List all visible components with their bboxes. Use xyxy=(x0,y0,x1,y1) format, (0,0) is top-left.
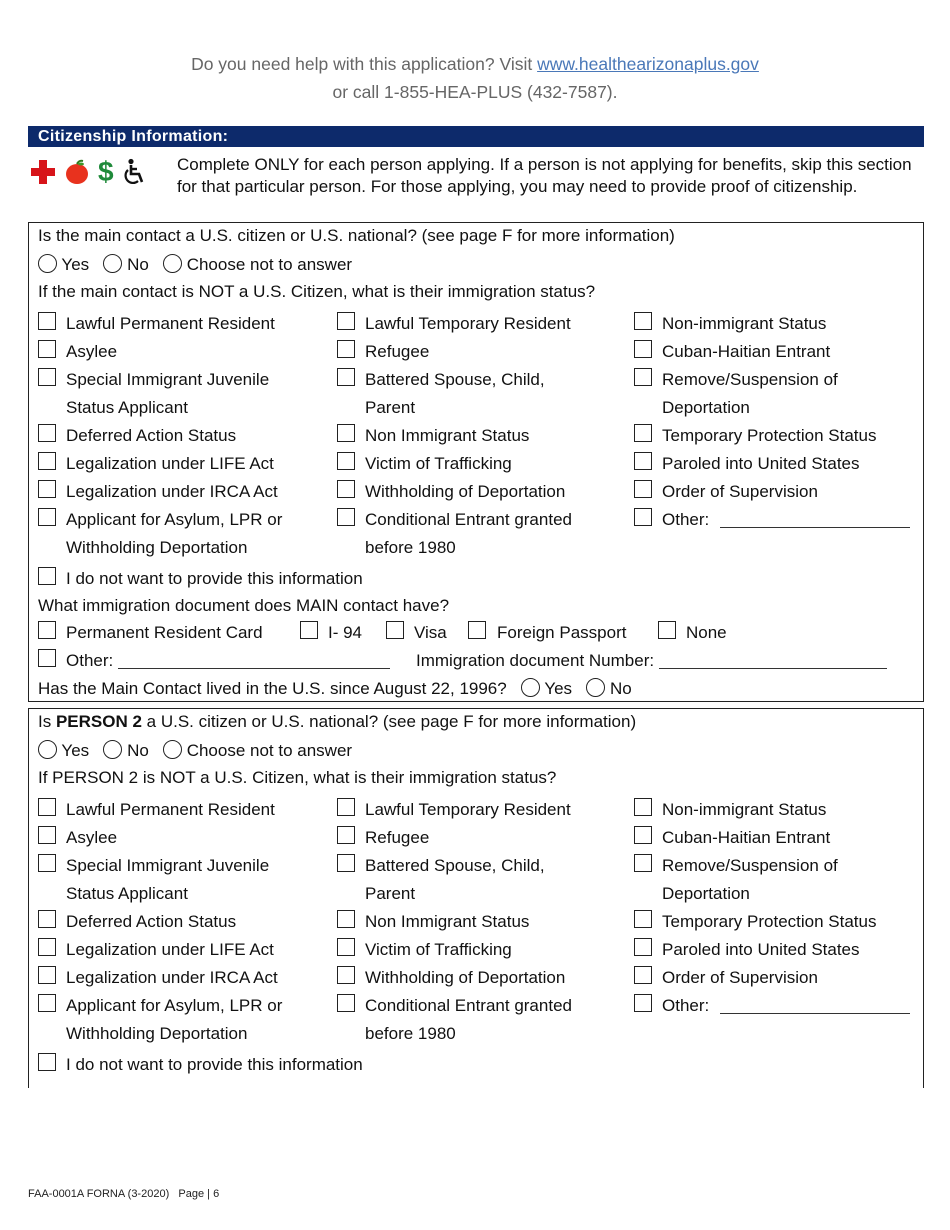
doc-none-checkbox[interactable] xyxy=(658,621,676,639)
help-link[interactable]: www.healthearizonaplus.gov xyxy=(537,54,759,74)
lived-no-radio[interactable] xyxy=(586,678,605,697)
p2-decline-checkbox[interactable] xyxy=(38,1053,56,1071)
main-col3-label-1: Cuban-Haitian Entrant xyxy=(662,342,831,361)
main-lived-row: Has the Main Contact lived in the U.S. since August 22, 1996? Yes No xyxy=(38,679,632,698)
person2-citizen-options: Yes No Choose not to answer xyxy=(38,740,352,761)
main-col1-label-5: Legalization under LIFE Act xyxy=(66,454,274,473)
main-col3-checkbox-0[interactable] xyxy=(634,312,652,330)
p2-col2-label-3: Parent xyxy=(365,884,416,903)
p2-col1-checkbox-6[interactable] xyxy=(38,966,56,984)
lived-yes-radio[interactable] xyxy=(521,678,540,697)
main-col1-checkbox-0[interactable] xyxy=(38,312,56,330)
doc-i94-checkbox[interactable] xyxy=(300,621,318,639)
doc-number-input[interactable] xyxy=(659,652,887,669)
p2-col2-checkbox-7[interactable] xyxy=(337,994,355,1012)
p2-col2-checkbox-5[interactable] xyxy=(337,938,355,956)
main-col1-label-6: Legalization under IRCA Act xyxy=(66,482,278,501)
wheelchair-icon xyxy=(122,158,148,186)
main-col3-label-5: Paroled into United States xyxy=(662,454,860,473)
main-col2-label-7: Conditional Entrant granted xyxy=(365,510,572,529)
p2-col2-checkbox-1[interactable] xyxy=(337,826,355,844)
p2-col3-checkbox-2[interactable] xyxy=(634,854,652,872)
p2-col3-label-2: Remove/Suspension of xyxy=(662,856,838,875)
p2-col1-checkbox-2[interactable] xyxy=(38,854,56,872)
p2-col2-label-2: Battered Spouse, Child, xyxy=(365,856,545,875)
p2-col2-checkbox-6[interactable] xyxy=(337,966,355,984)
p2-col3-label-3: Deportation xyxy=(662,884,750,903)
p2-col2-label-6: Withholding of Deportation xyxy=(365,968,566,987)
p2-col2-label-7: Conditional Entrant granted xyxy=(365,996,572,1015)
p2-decline-label: I do not want to provide this information xyxy=(66,1055,363,1074)
p2-col3-checkbox-6[interactable] xyxy=(634,966,652,984)
main-col1-checkbox-4[interactable] xyxy=(38,424,56,442)
main-col3-checkbox-4[interactable] xyxy=(634,424,652,442)
main-col2-checkbox-4[interactable] xyxy=(337,424,355,442)
main-col2-label-1: Refugee xyxy=(365,342,430,361)
main-col1-label-1: Asylee xyxy=(66,342,118,361)
main-col2-label-0: Lawful Temporary Resident xyxy=(365,314,571,333)
apple-icon xyxy=(64,159,90,185)
doc-other-checkbox[interactable] xyxy=(38,649,56,667)
main-col2-label-6: Withholding of Deportation xyxy=(365,482,566,501)
help-text: Do you need help with this application? Visit www.healthearizonaplus.gov xyxy=(191,54,759,74)
main-col2-label-4: Non Immigrant Status xyxy=(365,426,530,445)
main-col1-label-8: Withholding Deportation xyxy=(66,538,248,557)
p2-col3-label-1: Cuban-Haitian Entrant xyxy=(662,828,831,847)
p2-col3-label-4: Temporary Protection Status xyxy=(662,912,877,931)
main-choose-not-radio[interactable] xyxy=(163,254,182,273)
doc-prc-label: Permanent Resident Card xyxy=(66,623,263,642)
p2-col3-checkbox-7[interactable] xyxy=(634,994,652,1012)
main-col1-checkbox-7[interactable] xyxy=(38,508,56,526)
main-col2-checkbox-0[interactable] xyxy=(337,312,355,330)
main-col3-checkbox-7[interactable] xyxy=(634,508,652,526)
main-col1-checkbox-5[interactable] xyxy=(38,452,56,470)
main-col3-checkbox-5[interactable] xyxy=(634,452,652,470)
doc-i94-label: I- 94 xyxy=(328,623,363,642)
person2-status-question: If PERSON 2 is NOT a U.S. Citizen, what is their immigration status? xyxy=(38,768,557,787)
p2-col3-label-7: Other: xyxy=(662,996,710,1015)
p2-col1-label-6: Legalization under IRCA Act xyxy=(66,968,278,987)
p2-col3-label-6: Order of Supervision xyxy=(662,968,818,987)
dollar-icon: $ xyxy=(98,156,114,187)
main-col2-label-8: before 1980 xyxy=(365,538,456,557)
doc-other-input[interactable] xyxy=(118,652,390,669)
p2-col1-label-0: Lawful Permanent Resident xyxy=(66,800,275,819)
p2-yes-radio[interactable] xyxy=(38,740,57,759)
person2-citizen-question: Is PERSON 2 a U.S. citizen or U.S. national? (see page F for more information) xyxy=(38,712,637,731)
main-col2-checkbox-1[interactable] xyxy=(337,340,355,358)
main-col3-label-2: Remove/Suspension of xyxy=(662,370,838,389)
doc-prc-checkbox[interactable] xyxy=(38,621,56,639)
p2-col1-checkbox-4[interactable] xyxy=(38,910,56,928)
section-intro: Complete ONLY for each person applying. If a person is not applying for benefits, skip this section for that particular person. For those applying, you may need to provide proof of citizenship. xyxy=(177,155,912,196)
main-col3-label-0: Non-immigrant Status xyxy=(662,314,827,333)
p2-col2-checkbox-0[interactable] xyxy=(337,798,355,816)
main-col1-checkbox-2[interactable] xyxy=(38,368,56,386)
main-decline-checkbox[interactable] xyxy=(38,567,56,585)
main-col1-label-4: Deferred Action Status xyxy=(66,426,237,445)
p2-col1-checkbox-5[interactable] xyxy=(38,938,56,956)
p2-col1-label-7: Applicant for Asylum, LPR or xyxy=(66,996,283,1015)
p2-col3-checkbox-5[interactable] xyxy=(634,938,652,956)
p2-col1-label-8: Withholding Deportation xyxy=(66,1024,248,1043)
main-decline-label: I do not want to provide this information xyxy=(66,569,363,588)
help-phone: or call 1-855-HEA-PLUS (432-7587). xyxy=(332,82,618,102)
p2-col1-label-3: Status Applicant xyxy=(66,884,188,903)
main-col2-checkbox-5[interactable] xyxy=(337,452,355,470)
main-col3-label-4: Temporary Protection Status xyxy=(662,426,877,445)
p2-col3-checkbox-0[interactable] xyxy=(634,798,652,816)
p2-col3-label-5: Paroled into United States xyxy=(662,940,860,959)
main-col3-label-6: Order of Supervision xyxy=(662,482,818,501)
main-col1-checkbox-1[interactable] xyxy=(38,340,56,358)
main-col2-label-5: Victim of Trafficking xyxy=(365,454,512,473)
main-citizen-options: Yes No Choose not to answer xyxy=(38,254,352,275)
p2-col2-label-0: Lawful Temporary Resident xyxy=(365,800,571,819)
p2-col1-checkbox-0[interactable] xyxy=(38,798,56,816)
main-col2-label-2: Battered Spouse, Child, xyxy=(365,370,545,389)
p2-no-radio[interactable] xyxy=(103,740,122,759)
main-status-question: If the main contact is NOT a U.S. Citizen, what is their immigration status? xyxy=(38,282,596,301)
main-col3-checkbox-2[interactable] xyxy=(634,368,652,386)
main-col2-checkbox-2[interactable] xyxy=(337,368,355,386)
p2-col3-checkbox-4[interactable] xyxy=(634,910,652,928)
p2-col1-checkbox-1[interactable] xyxy=(38,826,56,844)
medical-cross-icon xyxy=(30,159,56,185)
doc-passport-label: Foreign Passport xyxy=(497,623,627,642)
doc-other-field: Other: xyxy=(66,651,390,671)
benefit-icons xyxy=(30,157,148,187)
doc-visa-checkbox[interactable] xyxy=(386,621,404,639)
doc-none-label: None xyxy=(686,623,727,642)
doc-number-field: Immigration document Number: xyxy=(416,651,887,671)
main-col1-label-3: Status Applicant xyxy=(66,398,188,417)
main-col2-checkbox-6[interactable] xyxy=(337,480,355,498)
footer: FAA-0001A FORNA (3-2020) Page | 6 xyxy=(28,1188,220,1200)
p2-col2-label-5: Victim of Trafficking xyxy=(365,940,512,959)
p2-choose-not-radio[interactable] xyxy=(163,740,182,759)
p2-col3-checkbox-1[interactable] xyxy=(634,826,652,844)
main-col3-label-3: Deportation xyxy=(662,398,750,417)
main-citizen-question: Is the main contact a U.S. citizen or U.S. national? (see page F for more information) xyxy=(38,226,675,245)
doc-passport-checkbox[interactable] xyxy=(468,621,486,639)
p2-col3-label-0: Non-immigrant Status xyxy=(662,800,827,819)
main-col1-label-0: Lawful Permanent Resident xyxy=(66,314,275,333)
main-col2-label-3: Parent xyxy=(365,398,416,417)
p2-col1-label-1: Asylee xyxy=(66,828,118,847)
p2-col2-label-1: Refugee xyxy=(365,828,430,847)
p2-col2-checkbox-2[interactable] xyxy=(337,854,355,872)
section-title: Citizenship Information: xyxy=(28,126,924,147)
p2-col1-checkbox-7[interactable] xyxy=(38,994,56,1012)
main-col1-checkbox-6[interactable] xyxy=(38,480,56,498)
main-yes-radio[interactable] xyxy=(38,254,57,273)
doc-visa-label: Visa xyxy=(414,623,447,642)
main-col3-label-7: Other: xyxy=(662,510,710,529)
main-col1-label-2: Special Immigrant Juvenile xyxy=(66,370,270,389)
p2-col2-label-8: before 1980 xyxy=(365,1024,456,1043)
main-col2-checkbox-7[interactable] xyxy=(337,508,355,526)
main-col3-checkbox-6[interactable] xyxy=(634,480,652,498)
main-col3-checkbox-1[interactable] xyxy=(634,340,652,358)
main-document-question: What immigration document does MAIN contact have? xyxy=(38,596,450,615)
p2-col1-label-5: Legalization under LIFE Act xyxy=(66,940,274,959)
main-no-radio[interactable] xyxy=(103,254,122,273)
p2-other-status-input[interactable] xyxy=(720,997,910,1014)
main-col1-label-7: Applicant for Asylum, LPR or xyxy=(66,510,283,529)
p2-col1-label-2: Special Immigrant Juvenile xyxy=(66,856,270,875)
p2-col2-label-4: Non Immigrant Status xyxy=(365,912,530,931)
p2-col1-label-4: Deferred Action Status xyxy=(66,912,237,931)
main-other-status-input[interactable] xyxy=(720,511,910,528)
p2-col2-checkbox-4[interactable] xyxy=(337,910,355,928)
